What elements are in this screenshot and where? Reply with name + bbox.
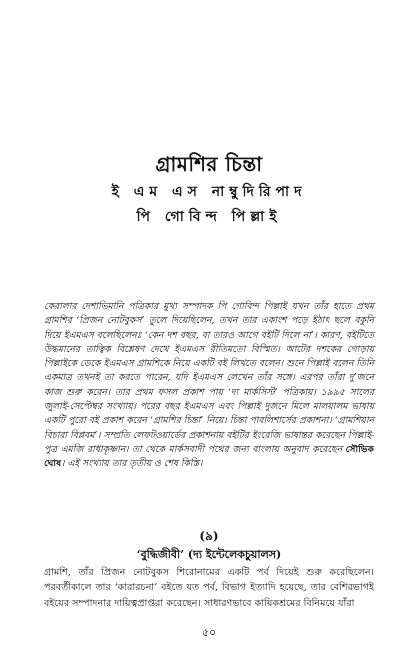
translator-name: সৌভিক ঘোষ: [44, 443, 374, 470]
page-number: ৫০: [201, 626, 217, 639]
chapter-title: গ্রামশির চিন্তা: [155, 152, 263, 176]
author-line-2: পি গোবিন্দ পিল্লাই: [136, 209, 282, 225]
intro-paragraph: [44, 300, 374, 472]
intro-tail: । এই সংখ্যায় তার তৃতীয় ও শেষ কিস্তি।: [61, 458, 203, 470]
author-line-1: ই এম এস নাম্বুদিরিপাদ: [111, 184, 307, 200]
intro-text: কেরালার দেশাভিমানি পত্রিকার মুখ্য সম্পাদক পি গোবিন্দ পিল্লাই যখন তাঁর হাতে প্রথম গ্রামশির ‘প্রিজন নোটবুকস’ তুলে দিয়েছিলেন, তখন তার একাংশ পড়ে ইঠাৎ ছলে বকুনি দিয়ে ইএমএস বলেছিলেনঃ ‘কেন দশ বছর, বা তারও আগে বইটি দিলে না’। কারণ, বইটিতে উদ্ধমানের তাত্বিক বিশ্লেষণ দেখে ইএমএস রীতিমতো বিস্মিত। আটের দশকের গোড়ায় পিল্লাইকে ডেকে ইএমএস গ্রামশিকে নিয়ে একটি বই লিখতে বলেন। শুনে পিল্লাই বলেন তিনি একমাত্র তখনই তা করতে পারেন, যদি ইএমএস লেখেন তাঁর সঙ্গে। এরপর তাঁরা দু’জনে কাজ শুরু করেন। তার প্রথম ফসল প্রকাশ পায় ‘দ্য মার্কসিস্ট’ পত্রিকায়। ১৯৯৫ সালের জুলাই-সেপ্টেম্বর সংখ্যায়। পরের বছর ইএমএস এবং পিল্লাই দুজনে মিলে মালয়ালম ভাষায় একটি পুরো বই প্রকাশ করেন ‘গ্রামশির চিন্তা’ নিয়ে। চিন্তা পাবলিশার্সের প্রকাশনা। ‘গ্রামশিয়ান বিচারা বিপ্লবম’। সম্প্রতি লেফটওয়ার্ডের প্রকাশনায় বইটির ইংরেজি ভাষান্তর করেছেন পিল্লাই-পুত্র এমজি রাধাকৃষ্ণান। তা থেকে মার্কসবাদী পথের জন্য বাংলায় অনুবাদ করেছেন: [44, 301, 374, 455]
body-paragraph: গ্রামশি, তাঁর প্রিজন নোটবুকস শিরোনামের একটি পর্ব দিয়েই শুরু করেছিলেন। পরবর্তীকালে তার ‘কারারচনা’ বইতে যত পর্ব, বিভাগ ইত্যাদি হয়েছে, তার বেশিরভাগই বইয়ের সম্পাদনার দায়িত্বপ্রাপ্তরা করেছেন। সাধারণভাবে কায়িকশ্রমের বিনিময়ে যাঁরা: [44, 567, 374, 609]
section-number: (৯): [199, 529, 219, 543]
section-title: ‘বুদ্ধিজীবী’ (দ্য ইন্টেলেকচুয়ালস): [136, 548, 282, 561]
